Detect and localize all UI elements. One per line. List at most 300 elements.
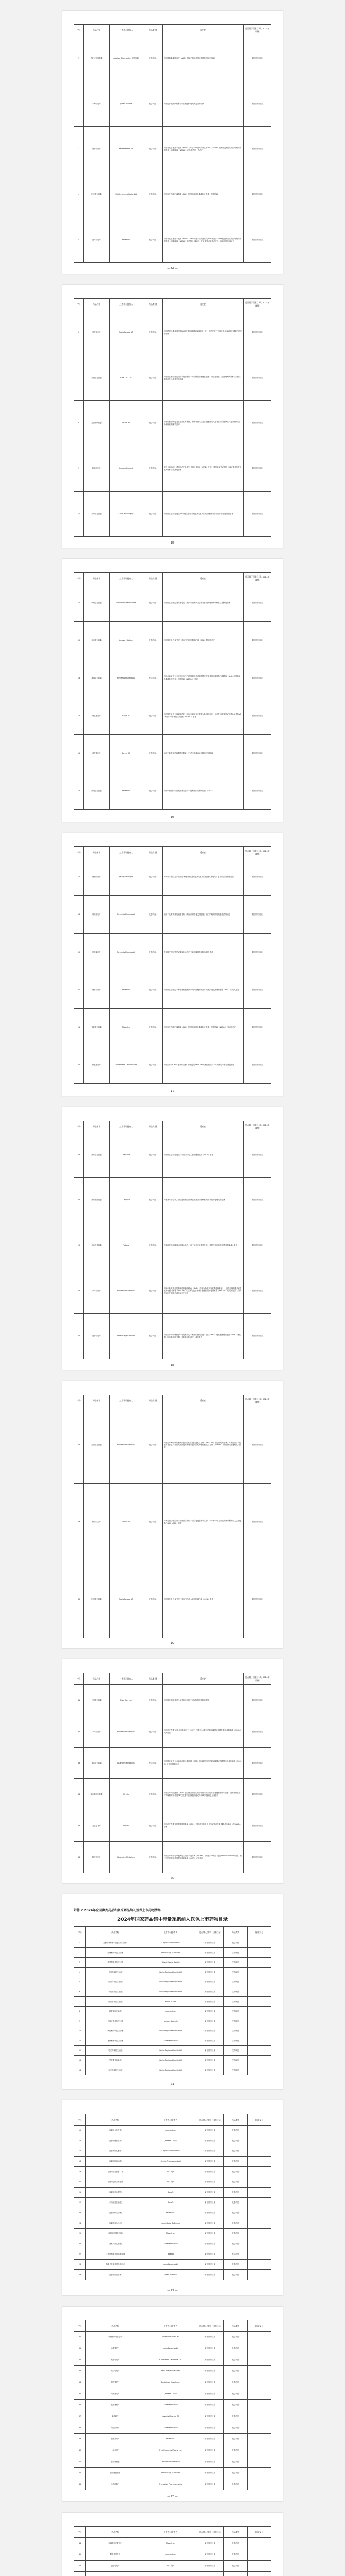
table-row: [74, 2056, 271, 2065]
category-cell: 属于国家目录: [196, 2188, 224, 2198]
license-holder: Roche Registration GmbH: [145, 1987, 196, 1997]
row-number: 30: [74, 1561, 84, 1638]
drug-name: 艾伏尼布片: [84, 1810, 110, 1842]
category-cell: 属于国家目录: [196, 2177, 224, 2188]
category-cell: 属于国家目录: [196, 2036, 224, 2046]
category-cell: 化学药品: [143, 1561, 163, 1638]
license-holder: Bristol-Myers Squibb: [145, 1958, 196, 1968]
license-holder: Pfizer Inc.: [145, 2434, 196, 2445]
document-page: [62, 10, 283, 274]
row-number: 33: [74, 1748, 84, 1779]
indication-cell: 生物制品: [224, 1997, 248, 2007]
license-holder: F. Hoffmann-La Roche Ltd.: [145, 2354, 196, 2366]
indication-cell: 用于携带胚系或体细胞BRCA突变的晚期卵巢癌患者，在一线含铂化疗达到完全缓解或部分缓解后的维持治疗: [163, 310, 244, 355]
indication-cell: 化学药品: [224, 2456, 248, 2468]
table-row: [74, 401, 271, 446]
status-cell: 属于国家目录: [244, 172, 271, 217]
table-row: [74, 2026, 271, 2036]
row-number: 15: [74, 735, 84, 772]
row-number: 13: [74, 2056, 86, 2065]
column-header: 药品名称: [84, 847, 110, 858]
column-header: 批准文号: [248, 1927, 271, 1938]
status-cell: [248, 2208, 271, 2218]
column-header: 上市许可持有人: [109, 573, 143, 584]
row-number: 22: [74, 2198, 86, 2208]
category-cell: 化学药品: [143, 217, 163, 263]
row-number: 9: [74, 446, 84, 492]
drug-name: 注射用地西他滨: [85, 2157, 145, 2167]
column-header: 药品名称: [84, 573, 110, 584]
drug-name: 注射用曲普瑞林: [85, 2270, 145, 2280]
table-row: [74, 2422, 271, 2434]
category-cell: 化学药品: [143, 697, 163, 735]
status-cell: [248, 2354, 271, 2366]
indication-cell: 用于治疗经CFDA批准的检测方法确定的BRAF V600突变阳性的不可切除或转移性黑色素瘤: [163, 1046, 244, 1084]
drug-name: 注射用卡非佐米: [85, 2126, 145, 2136]
page-number: — 15 —: [167, 541, 178, 545]
category-cell: 属于国家目录: [196, 2065, 224, 2075]
status-cell: 属于国家目录: [244, 1779, 271, 1810]
column-header: 是否属于国家目录 / 2024年谈判: [244, 1121, 271, 1132]
category-cell: 化学药品: [143, 127, 163, 172]
table-row: [74, 2146, 271, 2157]
drug-name: 巴瑞替尼片: [85, 2561, 145, 2572]
table-row: [74, 1223, 271, 1268]
column-header: 药品类别: [143, 25, 163, 36]
license-holder: Merck Sharp & Dohme: [145, 1948, 196, 1958]
table-row: [74, 2007, 271, 2016]
indication-cell: 用于既往至少接受过一种治疗的成人套细胞淋巴瘤（MCL）患者: [163, 1561, 244, 1638]
license-holder: Novartis Pharma AG: [109, 896, 143, 934]
category-cell: 属于国家目录: [196, 2332, 224, 2343]
status-cell: [248, 2056, 271, 2065]
license-holder: Jiangsu Hengrui: [109, 858, 143, 896]
license-holder: Servier: [109, 1810, 143, 1842]
table-header-row: [74, 1121, 271, 1132]
drug-name: 阿昔替尼片: [84, 971, 110, 1009]
status-cell: 属于国家目录: [244, 1268, 271, 1314]
indication-cell: 用于局部晚期或转移性甲状腺髓样癌成人患者的治疗: [163, 81, 244, 127]
column-header: 药品名称: [85, 2320, 145, 2332]
license-holder: Blueprint Medicines: [109, 1748, 143, 1779]
drug-name: 注射用奥沙利铂: [85, 2188, 145, 2198]
indication-cell: 适用于晚期肾细胞癌患者的一线治疗和曾接受细胞因子治疗的晚期肾细胞癌患者的治疗: [163, 896, 244, 934]
table-row: [74, 1046, 271, 1084]
row-number: 6: [74, 310, 84, 355]
status-cell: [248, 2198, 271, 2208]
license-holder: Pfizer Inc.: [109, 1009, 143, 1046]
status-cell: [248, 2456, 271, 2468]
row-number: 29: [74, 2270, 86, 2280]
category-cell: 属于国家目录: [196, 2479, 224, 2490]
column-header: 适应症: [163, 25, 244, 36]
document-page: [62, 1107, 283, 1370]
page-number: — 18 —: [167, 1364, 178, 1367]
status-cell: [248, 2016, 271, 2026]
table-row: [74, 1987, 271, 1997]
license-holder: Pfizer Inc.: [145, 2208, 196, 2218]
license-holder: Janssen-Cilag: [145, 2388, 196, 2400]
page-number: — 17 —: [167, 1090, 178, 1093]
indication-cell: 生物制品: [224, 1968, 248, 1977]
drug-name: 地舒单抗注射液: [85, 2007, 145, 2016]
status-cell: [248, 1977, 271, 1987]
status-cell: [248, 2434, 271, 2445]
column-header: 是否纳入集采 / 国家目录: [196, 2114, 224, 2126]
table-header-row: [74, 847, 271, 858]
row-number: 24: [74, 1178, 84, 1223]
column-header: 适应症: [163, 1395, 244, 1406]
category-cell: 化学药品: [143, 659, 163, 697]
indication-cell: 用于甲磺酸伊马替尼治疗失败或不能耐受的胃肠间质瘤（GIST）: [163, 772, 244, 810]
row-number: 19: [74, 2167, 86, 2177]
indication-cell: 化学药品: [224, 2218, 248, 2229]
license-holder: Roche Registration GmbH: [145, 2065, 196, 2075]
status-cell: 属于国家目录: [244, 735, 271, 772]
table-row: [74, 2218, 271, 2229]
table-row: [74, 1268, 271, 1314]
drug-table: [74, 2526, 271, 2576]
status-cell: 属于国家目录: [244, 1223, 271, 1268]
indication-cell: 化学药品: [224, 2377, 248, 2388]
table-row: [74, 2343, 271, 2354]
table-row: [74, 2332, 271, 2343]
row-number: 43: [74, 2479, 86, 2490]
table-header-row: [74, 2114, 271, 2126]
row-number: 30: [74, 2332, 86, 2343]
row-number: 36: [74, 1842, 84, 1873]
table-header-row: [74, 573, 271, 584]
table-row: [74, 2456, 271, 2468]
category-cell: 属于国家目录: [196, 2366, 224, 2377]
status-cell: [248, 2136, 271, 2146]
indication-cell: 与阿扎胞苷联合用于治疗因合并症不适合接受强诱导化疗，或年龄75岁及以上的新诊断的成人急性髓系白血病（AML）患者: [163, 1484, 244, 1561]
license-holder: F. Hoffmann-La Roche Ltd.: [109, 1046, 143, 1084]
drug-name: 达沙替尼片: [84, 1314, 110, 1359]
category-cell: 化学药品: [143, 36, 163, 81]
status-cell: [248, 2377, 271, 2388]
license-holder: AstraZeneca AB: [109, 310, 143, 355]
row-number: 20: [74, 971, 84, 1009]
indication-cell: 化学药品: [224, 2332, 248, 2343]
license-holder: Merck Sharp & Dohme: [145, 2218, 196, 2229]
indication-cell: 用于表皮生长因子受体（EGFR）19号外显子缺失突变或21号外显子L858R置换突变的局部晚期或转移性非小细胞肺癌（NSCLC）患者的一线治疗，在接受先前化学治疗后，疾病进展时间较长: [163, 217, 244, 263]
license-holder: AstraZeneca AB: [145, 2422, 196, 2434]
category-cell: 属于国家目录: [196, 2561, 224, 2572]
license-holder: Roche Registration GmbH: [145, 2056, 196, 2065]
indication-cell: 化学药品: [224, 2229, 248, 2239]
column-header: 序号: [74, 2527, 86, 2538]
category-cell: 属于国家目录: [196, 2400, 224, 2411]
license-holder: Eli Lilly: [145, 2167, 196, 2177]
row-number: 36: [74, 2400, 86, 2411]
row-number: 25: [74, 1223, 84, 1268]
drug-name: 乐伐替尼胶囊: [84, 355, 110, 401]
status-cell: [248, 2343, 271, 2354]
column-header: 上市许可持有人: [109, 1395, 143, 1406]
license-holder: Novartis Pharma AG: [145, 2411, 196, 2422]
table-header-row: [74, 1673, 271, 1685]
table-row: [74, 2126, 271, 2136]
table-row: [74, 2036, 271, 2046]
table-row: [74, 2411, 271, 2422]
drug-name: 曲妥珠单抗注射液: [85, 1977, 145, 1987]
category-cell: 属于国家目录: [196, 2016, 224, 2026]
table-header-row: [74, 2320, 271, 2332]
status-cell: 属于国家目录: [244, 1716, 271, 1748]
column-header: 药品类别: [143, 847, 163, 858]
category-cell: 属于国家目录: [196, 2056, 224, 2065]
license-holder: Merck KGaA: [145, 1997, 196, 2007]
row-number: 4: [74, 172, 84, 217]
row-number: 10: [74, 2026, 86, 2036]
license-holder: F. Hoffmann-La Roche Ltd.: [109, 172, 143, 217]
indication-cell: 化学药品: [224, 2188, 248, 2198]
indication-cell: 用于既往至少接受过一种治疗的成人套细胞淋巴瘤（MCL）患者: [163, 1132, 244, 1178]
license-holder: Tesaro Inc.: [109, 401, 143, 446]
table-row: [74, 127, 271, 172]
row-number: 10: [74, 492, 84, 537]
table-row: [74, 1779, 271, 1810]
category-cell: 化学药品: [143, 584, 163, 622]
status-cell: [248, 2026, 271, 2036]
license-holder: Eli Lilly: [145, 2177, 196, 2188]
table-header-row: [74, 1927, 271, 1938]
indication-cell: 化学药品: [224, 2388, 248, 2400]
license-holder: Janssen Biotech: [109, 622, 143, 659]
row-number: 17: [74, 2146, 86, 2157]
row-number: 16: [74, 2136, 86, 2146]
row-number: 15: [74, 2126, 86, 2136]
row-number: 8: [74, 401, 84, 446]
category-cell: 属于国家目录: [196, 2146, 224, 2157]
license-holder: Pfizer Inc.: [145, 2229, 196, 2239]
category-cell: 化学药品: [143, 735, 163, 772]
license-holder: AstraZeneca AB: [109, 127, 143, 172]
license-holder: Astellas Pharma Inc. 安斯泰来: [109, 36, 143, 81]
row-number: 37: [74, 2411, 86, 2422]
column-header: 药品名称: [84, 1121, 110, 1132]
indication-cell: 化学药品: [224, 2146, 248, 2157]
row-number: 31: [74, 1685, 84, 1716]
status-cell: 属于国家目录: [244, 355, 271, 401]
status-cell: 属于国家目录: [244, 622, 271, 659]
category-cell: 属于国家目录: [196, 2126, 224, 2136]
status-cell: [248, 2388, 271, 2400]
category-cell: 属于国家目录: [196, 2007, 224, 2016]
indication-cell: 化学药品: [224, 2549, 248, 2561]
column-header: 适应症: [163, 1121, 244, 1132]
indication-cell: 化学药品: [224, 2411, 248, 2422]
category-cell: 化学药品: [143, 172, 163, 217]
drug-table: [74, 2320, 271, 2490]
category-cell: 化学药品: [143, 1685, 163, 1716]
license-holder: Celgene: [109, 1178, 143, 1223]
status-cell: [248, 2400, 271, 2411]
license-holder: [145, 2572, 196, 2576]
license-holder: Eisai Co., Ltd.: [109, 1685, 143, 1716]
table-row: [74, 355, 271, 401]
status-cell: [248, 1997, 271, 2007]
indication-cell: 化学药品: [224, 2157, 248, 2167]
table-row: [74, 2388, 271, 2400]
category-cell: 属于国家目录: [196, 1958, 224, 1968]
table-row: [74, 2260, 271, 2270]
row-number: 13: [74, 659, 84, 697]
table-row: [74, 2400, 271, 2411]
table-row: [74, 1406, 271, 1484]
license-holder: Janssen-Cilag: [145, 2136, 196, 2146]
table-row: [74, 2239, 271, 2249]
license-holder: Eli Lilly: [145, 2561, 196, 2572]
drug-name: 恩扎卢胺软胶囊: [84, 36, 110, 81]
table-row: [74, 1561, 271, 1638]
drug-name: 塞瑞替尼胶囊: [84, 659, 110, 697]
attachment-note: 附件 2 2024年全国谈判药品和集采药品纳入医保上市药物清单: [74, 1909, 161, 1912]
column-header: 药品类别: [143, 573, 163, 584]
indication-cell: 生物制品: [224, 2026, 248, 2036]
drug-name: 纳武利尤单抗注射液: [85, 1958, 145, 1968]
table-row: [74, 1948, 271, 1958]
license-holder: F. Hoffmann-La Roche Ltd.: [145, 2445, 196, 2456]
column-header: 药品类别: [143, 1395, 163, 1406]
status-cell: 属于国家目录: [244, 310, 271, 355]
drug-name: 注射用伊立替康: [85, 2208, 145, 2218]
table-row: [74, 2377, 271, 2388]
status-cell: 属于国家目录: [244, 446, 271, 492]
drug-name: 维奈克拉片: [84, 1484, 110, 1561]
row-number: 2: [74, 81, 84, 127]
indication-cell: 用于既往接受过含铂化疗的转染重排（RET）基因融合阳性的局部晚期或转移性非小细胞肺癌（NSCLC）成人患者的治疗: [163, 1748, 244, 1779]
row-number: 33: [74, 2366, 86, 2377]
indication-cell: 生物制品: [224, 2056, 248, 2065]
category-cell: 属于国家目录: [196, 2411, 224, 2422]
column-header: 药品名称: [84, 1395, 110, 1406]
column-header: 序号: [74, 573, 84, 584]
column-header: 药品类别: [224, 2320, 248, 2332]
column-header: 上市许可持有人: [109, 847, 143, 858]
category-cell: 属于国家目录: [196, 2229, 224, 2239]
indication-cell: 化学药品: [224, 2479, 248, 2490]
status-cell: 属于国家目录: [244, 1685, 271, 1716]
status-cell: 属于国家目录: [244, 1178, 271, 1223]
indication-cell: 用于中危或高危的原发性骨髓纤维化（PMF）（亦称为慢性特发性骨髓纤维化）、真性红细胞增多症继发的骨髓纤维化（PPV-MF）或原发性血小板增多症继发的骨髓纤维化（PET-MF）的成年患者，治疗疾病相关脾肿大或疾病相关症状: [163, 1268, 244, 1314]
drug-name: 恩美曲妥珠单抗: [85, 2056, 145, 2065]
column-header: 药品类别: [143, 1673, 163, 1685]
drug-name: 注射用盐酸吉西他滨: [85, 2177, 145, 2188]
license-holder: Takeda: [109, 1223, 143, 1268]
column-header: 序号: [74, 1927, 86, 1938]
table-row: [74, 1314, 271, 1359]
category-cell: 属于国家目录: [196, 1977, 224, 1987]
page-number: — 14 —: [167, 267, 178, 270]
row-number: 35: [74, 2388, 86, 2400]
table-row: [74, 971, 271, 1009]
row-number: 28: [74, 2260, 86, 2270]
row-number: 5: [74, 1977, 86, 1987]
column-header: 药品名称: [84, 299, 110, 310]
status-cell: [248, 2036, 271, 2046]
drug-name: 度伐利尤单抗注射液: [85, 2036, 145, 2046]
column-header: 批准文号: [248, 2114, 271, 2126]
column-header: 序号: [74, 1395, 84, 1406]
license-holder: Ipsen Pharma: [145, 2270, 196, 2280]
drug-name: 依西美坦片: [85, 2434, 145, 2445]
row-number: 39: [74, 2434, 86, 2445]
page-title: 2024年国家药品集中带量采购纳入医保上市药物目录: [117, 1917, 228, 1922]
indication-cell: 用于间变性淋巴瘤激酶（ALK）阳性的局部晚期或转移性非小细胞肺癌（NSCLC）患者的治疗: [163, 1009, 244, 1046]
status-cell: [248, 2177, 271, 2188]
license-holder: Celgene Corporation: [145, 1938, 196, 1948]
indication-cell: 化学药品: [224, 2434, 248, 2445]
license-holder: Changzhou Pharmaceutical: [145, 2479, 196, 2490]
row-number: 27: [74, 2249, 86, 2260]
row-number: 28: [74, 1406, 84, 1484]
category-cell: 化学药品: [143, 1268, 163, 1314]
drug-name: 阿帕替尼片: [84, 858, 110, 896]
status-cell: 属于国家目录: [244, 971, 271, 1009]
indication-cell: 用于治疗新诊断的费城染色体阳性的慢性髓性白血病（Ph+CML）慢性期成人患者；对既往治疗（包括伊马替尼）耐药或不耐受的费城染色体阳性的慢性髓性白血病（Ph+CML）慢性期或加速期成人患者: [163, 1406, 244, 1484]
status-cell: [248, 2229, 271, 2239]
column-header: 序号: [74, 1121, 84, 1132]
status-cell: 属于国家目录: [244, 217, 271, 263]
table-header-row: [74, 299, 271, 310]
status-cell: 属于国家目录: [244, 1561, 271, 1638]
row-number: 21: [74, 1009, 84, 1046]
column-header: 序号: [74, 299, 84, 310]
indication-cell: 化学药品: [224, 2354, 248, 2366]
indication-cell: 用于治疗转染重排（RET）基因融合阳性的局部晚期或转移性非小细胞肺癌成人患者；需要系统性治疗的晚期或转移性RET突变型甲状腺髓样癌成人和12岁及以上儿童患者: [163, 1779, 244, 1810]
indication-cell: 用于既往未接受过全身系统治疗的不可切除的肝细胞癌患者；用于进展性、局部晚期或转移性放射性碘难治性分化型甲状腺癌: [163, 355, 244, 401]
column-header: 药品名称: [85, 2114, 145, 2126]
drug-table: [74, 1926, 271, 2075]
table-row: [74, 2561, 271, 2572]
category-cell: 化学药品: [143, 1223, 163, 1268]
license-holder: Roche Registration GmbH: [145, 1977, 196, 1987]
indication-cell: 用于治疗对甲磺酸伊马替尼耐药或不耐受的费城染色体阳性（Ph+）慢性髓细胞白血病（CML）慢性期、加速期和急变期（急粒变和急淋变）成年患者: [163, 1314, 244, 1359]
column-header: 上市许可持有人: [109, 25, 143, 36]
category-cell: 属于国家目录: [196, 2026, 224, 2036]
indication-cell: 生物制品: [224, 2046, 248, 2056]
drug-name: 伊布替尼胶囊: [84, 622, 110, 659]
status-cell: 属于国家目录: [244, 772, 271, 810]
category-cell: 属于国家目录: [196, 1997, 224, 2007]
category-cell: 属于国家目录: [196, 2422, 224, 2434]
column-header: 是否属于国家目录 / 2024年谈判: [244, 573, 271, 584]
category-cell: 化学药品: [143, 401, 163, 446]
license-holder: Eisai Co., Ltd.: [109, 355, 143, 401]
indication-cell: 化学药品: [224, 2561, 248, 2572]
page-number: — 19 —: [167, 1642, 178, 1645]
table-row: [74, 584, 271, 622]
row-number: 7: [74, 355, 84, 401]
document-page: [62, 2306, 283, 2502]
row-number: 1: [74, 1938, 86, 1948]
column-header: 序号: [74, 2320, 86, 2332]
category-cell: 化学药品: [143, 310, 163, 355]
column-header: 适应症: [163, 1673, 244, 1685]
license-holder: AstraZeneca AB: [145, 2343, 196, 2354]
drug-name: 泽布替尼胶囊: [84, 1132, 110, 1178]
row-number: 9: [74, 2016, 86, 2026]
drug-name: 维莫非尼片: [84, 1046, 110, 1084]
status-cell: [248, 2046, 271, 2056]
status-cell: [248, 2218, 271, 2229]
status-cell: 属于国家目录: [244, 1406, 271, 1484]
drug-name: 芦可替尼片: [84, 1268, 110, 1314]
license-holder: Roche Registration GmbH: [145, 2046, 196, 2056]
indication-cell: 用于表皮生长因子受体（EGFR）外显子19缺失或外显子21（L858R）置换突变阳性的局部晚期或转移性非小细胞肺癌（NSCLC）成人患者的一线治疗: [163, 127, 244, 172]
